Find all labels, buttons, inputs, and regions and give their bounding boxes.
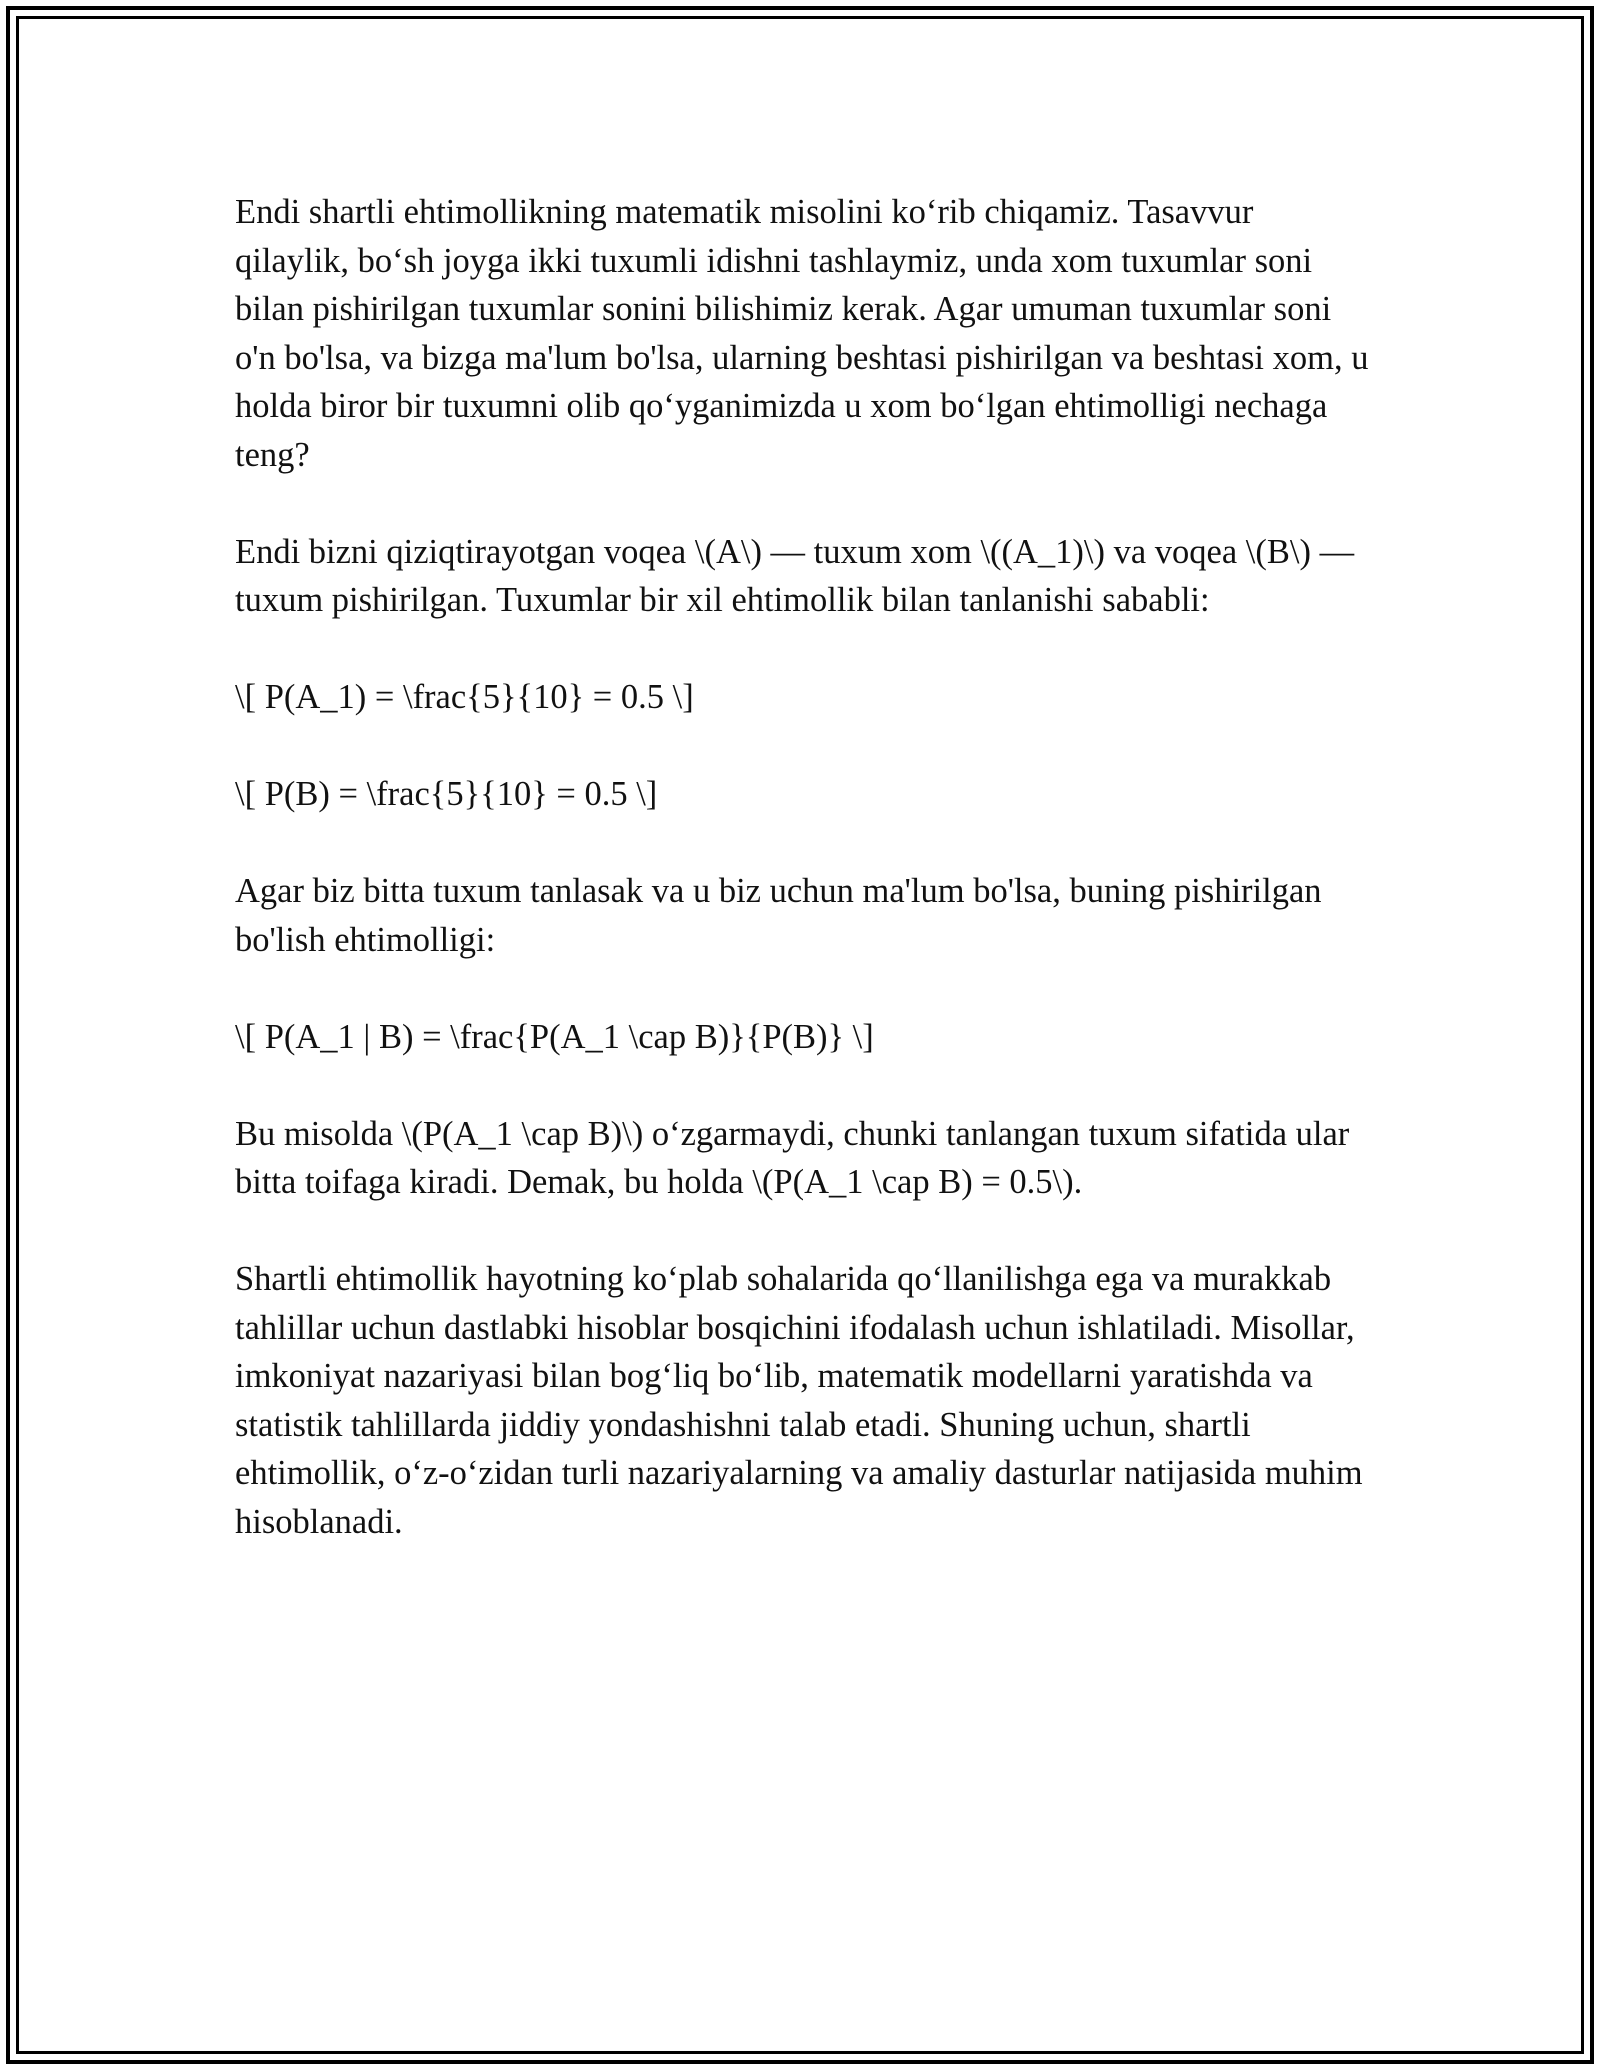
paragraph-selection: Agar biz bitta tuxum tanlasak va u biz uchun ma'lum bo'lsa, buning pishirilgan bo'lish ehtimolligi:	[235, 872, 1322, 959]
paragraph-intro: Endi shartli ehtimollikning matematik misolini ko‘rib chiqamiz. Tasavvur qilaylik, bo‘sh joyga ikki tuxumli idishni tashlaymiz, unda xom tuxumlar soni bilan pishirilgan tuxumlar sonini bilishimiz kerak. Agar umuman tuxumlar soni o'n bo'lsa, va bizga ma'lum bo'lsa, ularning beshtasi pishirilgan va beshtasi xom, u holda biror bir tuxumni olib qo‘yganimizda u xom bo‘lgan ehtimolligi nechaga teng?	[235, 193, 1369, 474]
paragraph-conclusion: Shartli ehtimollik hayotning ko‘plab sohalarida qo‘llanilishga ega va murakkab tahlillar uchun dastlabki hisoblar bosqichini ifodalash uchun ishlatiladi. Misollar, imkoniyat nazariyasi bilan bog‘liq bo‘lib, matematik modellarni yaratishda va statistik tahlillarda jiddiy yondashishni talab etadi. Shuning uchun, shartli ehtimollik, o‘z-o‘zidan turli nazariyalarning va amaliy dasturlar natijasida muhim hisoblanadi.	[235, 1260, 1363, 1541]
paragraph-events: Endi bizni qiziqtirayotgan voqea \(A\) — tuxum xom \((A_1)\) va voqea \(B\) — tuxum pishirilgan. Tuxumlar bir xil ehtimollik bilan tanlanishi sababli:	[235, 532, 1355, 619]
formula-p-b: \[ P(B) = \frac{5}{10} = 0.5 \]	[235, 775, 658, 813]
formula-conditional: \[ P(A_1 | B) = \frac{P(A_1 \cap B)}{P(B)} \]	[235, 1017, 874, 1056]
formula-p-a1: \[ P(A_1) = \frac{5}{10} = 0.5 \]	[235, 678, 694, 716]
paragraph-example: Bu misolda \(P(A_1 \cap B)\) o‘zgarmaydi, chunki tanlangan tuxum sifatida ular bitta toifaga kiradi. Demak, bu holda \(P(A_1 \cap B) = 0.5\).	[235, 1114, 1350, 1201]
document-body	[235, 188, 1375, 1595]
